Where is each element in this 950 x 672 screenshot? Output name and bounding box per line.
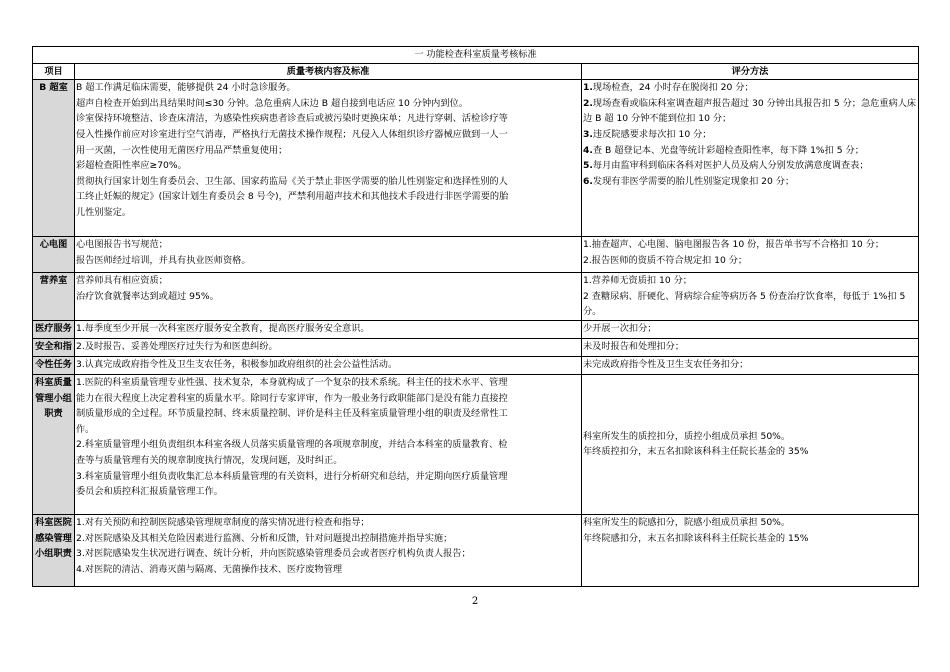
method-cell-safety-3: 未完成政府指令性及卫生支农任务扣分； bbox=[582, 356, 919, 374]
method-line: 科室所发生的院感扣分，院感小组成员承担 50%。 bbox=[583, 516, 791, 528]
content-line: 2.对医院感染及其相关危险因素进行监测、分析和反馈，针对问题提出控制措施并指导实施； bbox=[76, 532, 453, 544]
content-line: 用一灭菌，一次性使用无菌医疗用品严禁重复使用； bbox=[76, 144, 288, 156]
content-line: 贯彻执行国家计划生育委员会、卫生部、国家药监局《关于禁止非医学需要的胎儿性别鉴定和选择性别的人 bbox=[76, 175, 508, 187]
content-cell-infection-group bbox=[75, 514, 582, 586]
content-line: 报告医师经过培训，并具有执业医师资格。 bbox=[76, 254, 251, 266]
content-line: 2.科室质量管理小组负责组织本科室各级人员落实质量管理的各项规章制度，并结合本科室的质量教育、检 bbox=[76, 439, 508, 451]
content-line: 制质量形成的全过程。环节质量控制、终末质量控制、评价是科主任及科室质量管理小组的职责及经常性工 bbox=[76, 408, 508, 420]
content-line: 能力在很大程度上决定着科室的质量水平。除同行专家评审，作为一般业务行政职能部门是没有能力直接控 bbox=[76, 392, 508, 404]
content-line: 侵入性操作前应对诊室进行空气消毒，严格执行无菌技术操作规程；凡侵入人体组织诊疗器械应做到一人一 bbox=[76, 128, 508, 140]
content-line: 1.医院的科室质量管理专业性强、技术复杂，本身就构成了一个复杂的技术系统。科主任的技术水平、管理 bbox=[76, 376, 508, 388]
content-cell-quality-group bbox=[75, 374, 582, 514]
method-line: 2 查糖尿病、肝硬化、肾病综合症等病历各 5 份查治疗饮食率，每低于 1%扣 5 分。 bbox=[583, 290, 909, 318]
method-line: 1.现场检查，24 小时存在脱岗扣 20 分； bbox=[583, 82, 754, 94]
content-cell-nutrition bbox=[75, 273, 582, 321]
content-cell-ultrasound bbox=[75, 80, 582, 237]
content-line: 心电图报告书写规范； bbox=[76, 239, 168, 251]
category-ecg: 心电图 bbox=[33, 237, 75, 273]
category-quality-group: 科室质量 管理小组 职责 bbox=[33, 374, 75, 514]
method-cell-ecg bbox=[582, 237, 919, 273]
category-infection-group: 科室医院 感染管理 小组职责 bbox=[33, 514, 75, 586]
method-cell-safety-1: 少开展一次扣分； bbox=[582, 320, 919, 338]
content-line: 3.对医院感染发生状况进行调查、统计分析，并向医院感染管理委员会或者医疗机构负责人报告； bbox=[76, 548, 471, 560]
method-line: 1.抽查超声、心电图、脑电图报告各 10 份，报告单书写不合格扣 10 分； bbox=[583, 239, 885, 251]
method-cell-quality-group bbox=[582, 374, 919, 514]
content-cell-safety-3: 3.认真完成政府指令性及卫生支农任务，积极参加政府组织的社会公益性活动。 bbox=[75, 356, 582, 374]
method-cell-infection-group bbox=[582, 514, 919, 586]
method-line: 2.现场查看或临床科室调查超声报告超过 30 分钟出具报告扣 5 分；急危重病人床 bbox=[583, 97, 917, 109]
content-line: 委员会和质控科汇报质量管理工作。 bbox=[76, 486, 223, 498]
page-number: 2 bbox=[471, 596, 479, 607]
category-safety-line-3: 令性任务 bbox=[33, 356, 75, 374]
category-nutrition: 营养室 bbox=[33, 273, 75, 321]
quality-assessment-table bbox=[32, 46, 919, 587]
method-line: 4.查 B 超登记本、光盘等统计彩超检查阳性率，每下降 1%扣 5 分； bbox=[583, 144, 864, 156]
content-line: 超声自检查开始到出具结果时间≤30 分钟。急危重病人床边 B 超自接到电话应 10 分钟内到位。 bbox=[76, 97, 468, 109]
content-cell-ecg bbox=[75, 237, 582, 273]
header-content: 质量考核内容及标准 bbox=[75, 63, 582, 80]
category-safety-line-1: 医疗服务 bbox=[33, 320, 75, 338]
content-line: 4.对医院的清洁、消毒灭菌与隔离、无菌操作技术、医疗废物管理 bbox=[76, 563, 343, 575]
content-line: 营养师具有相应资质； bbox=[76, 275, 168, 287]
header-item: 项目 bbox=[33, 63, 75, 80]
method-line: 1.营养师无资质扣 10 分； bbox=[583, 275, 692, 287]
category-ultrasound: B 超室 bbox=[33, 80, 75, 237]
method-line: 年终院感扣分，末五名扣除该科科主任院长基金的 15% bbox=[583, 532, 809, 544]
header-method: 评分方法 bbox=[582, 63, 919, 80]
content-line: 治疗饮食就餐率达到或超过 95%。 bbox=[76, 290, 219, 302]
category-safety-line-2: 安全和指 bbox=[33, 338, 75, 356]
method-cell-nutrition bbox=[582, 273, 919, 321]
table-title: 一 功能检查科室质量考核标准 bbox=[33, 47, 919, 64]
method-line: 边 B 超 10 分钟不能到位扣 10 分； bbox=[583, 113, 732, 125]
content-line: 作。 bbox=[76, 423, 95, 435]
method-line: 2.报告医师的资质不符合规定扣 10 分； bbox=[583, 254, 748, 266]
method-line: 5.每月由监审科到临床各科对医护人员及病人分别发放满意度调查表； bbox=[583, 160, 869, 172]
method-line: 科室所发生的质控扣分，质控小组成员承担 50%。 bbox=[583, 430, 791, 442]
content-line: 工终止妊娠的规定》(国家计划生育委员会 8 号令)，严禁利用超声技术和其他技术手段进行非医学需要的胎 bbox=[76, 191, 509, 203]
method-cell-safety-2: 未及时报告和处理扣分； bbox=[582, 338, 919, 356]
content-cell-safety-2: 2.及时报告、妥善处理医疗过失行为和医患纠纷。 bbox=[75, 338, 582, 356]
method-cell-ultrasound bbox=[582, 80, 919, 237]
method-line: 3.违反院感要求每次扣 10 分； bbox=[583, 128, 712, 140]
content-cell-safety-1: 1.每季度至少开展一次科室医疗服务安全教育，提高医疗服务安全意识。 bbox=[75, 320, 582, 338]
content-line: 1.对有关预防和控制医院感染管理规章制度的落实情况进行检查和指导； bbox=[76, 516, 370, 528]
method-line: 6.发现有非医学需要的胎儿性别鉴定现象扣 20 分； bbox=[583, 175, 795, 187]
content-line: 查等与质量管理有关的规章制度执行情况，发现问题，及时纠正。 bbox=[76, 454, 343, 466]
method-line: 年终质控扣分，末五名扣除该科科主任院长基金的 35% bbox=[583, 446, 809, 458]
content-line: 彩超检查阳性率应≥70%。 bbox=[76, 160, 187, 172]
content-line: 诊室保持环境整洁、诊查床清洁，为感染性疾病患者诊查后或被污染时更换床单；凡进行穿刺、活检诊疗等 bbox=[76, 113, 508, 125]
content-line: 儿性别鉴定。 bbox=[76, 206, 132, 218]
content-line: B 超工作满足临床需要，能够提供 24 小时急诊服务。 bbox=[76, 82, 296, 94]
content-line: 3.科室质量管理小组负责收集汇总本科质量管理的有关资料，进行分析研究和总结，并定期向医疗质量管理 bbox=[76, 470, 508, 482]
